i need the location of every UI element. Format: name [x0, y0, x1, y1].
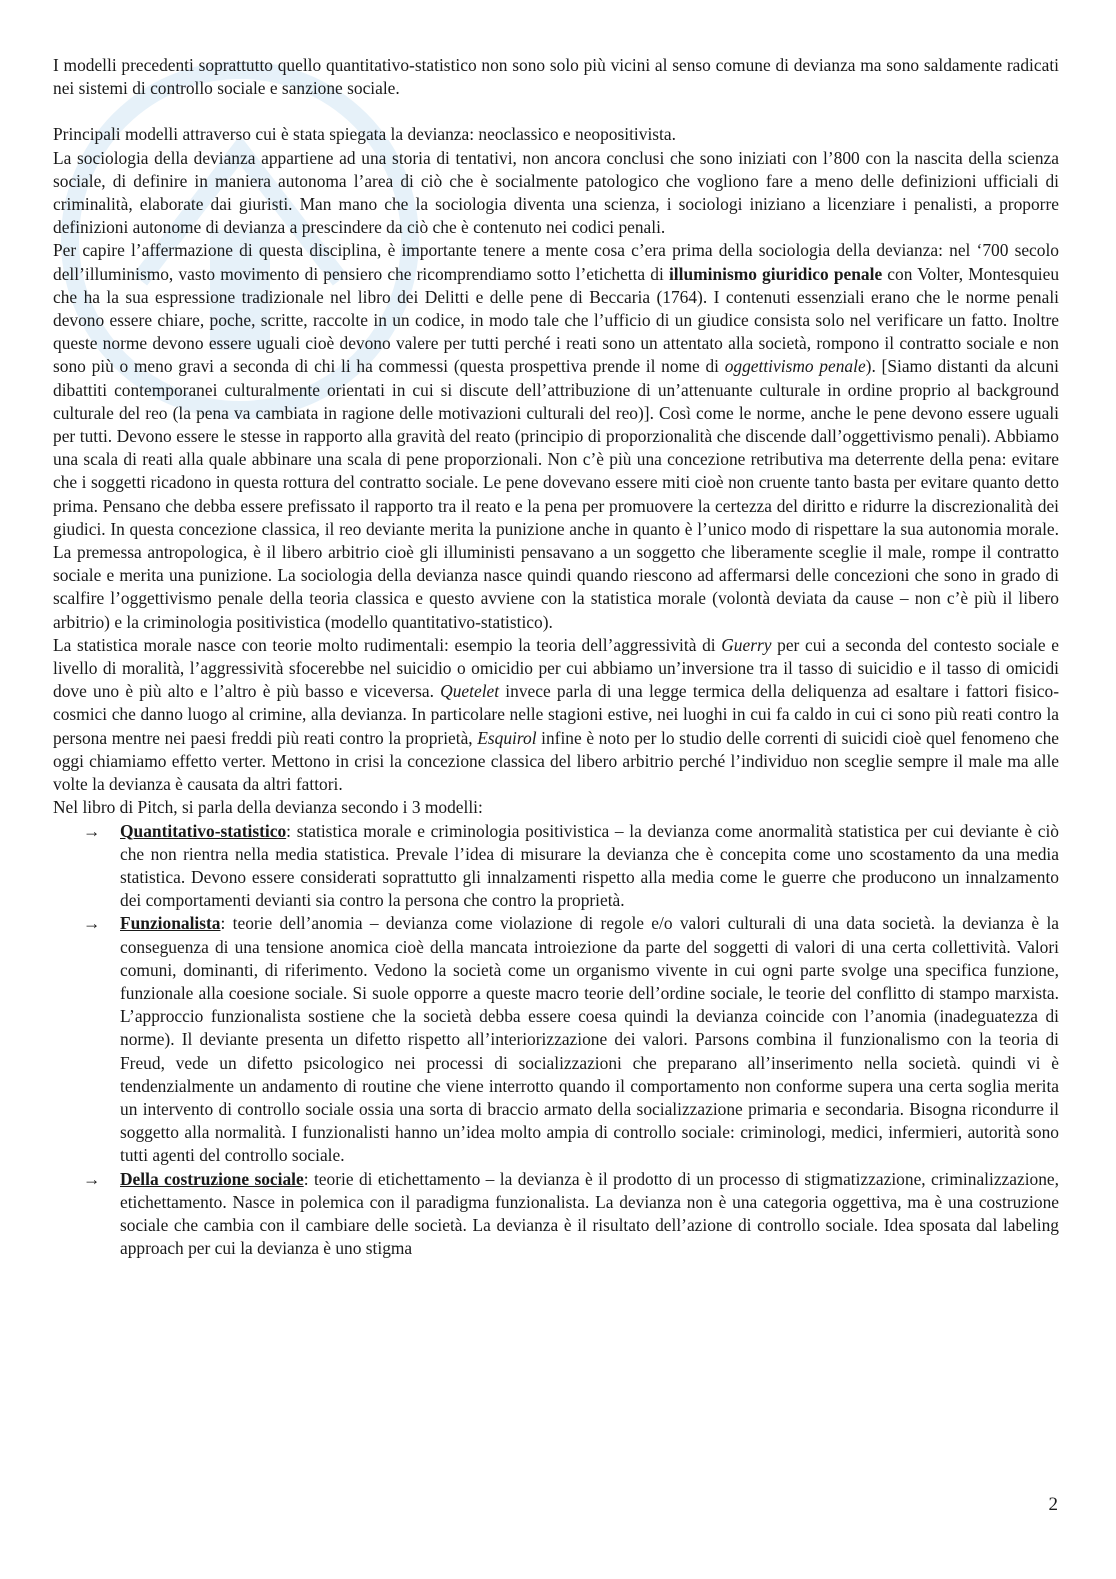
model-term: Della costruzione sociale: [120, 1168, 304, 1189]
page-number: 2: [1048, 1494, 1058, 1515]
list-item: → Funzionalista: teorie dell’anomia – devianza come violazione di regole e/o valori culturali di una data società. la devianza è la conseguenza di una tensione anomica cioè della mancata introiezione da parte del soggetti di valori di una certa collettività. Valori comuni, dominanti, di riferimento. Vedono la società come un organismo vivente in cui ogni parte svolge una specifica funzione, funzionale alla coesione sociale. Si suole opporre a queste macro teorie dell’ordine sociale, le teorie del conflitto di stampo marxista. L’approccio funzionalista sostiene che la società debba essere coesa quindi la devianza coincide con l’anomia (inadeguatezza di norme). Il deviante presenta un difetto rispetto all’interiorizzazione dei valori. Parsons combina il funzionalismo con la teoria di Freud, vede un difetto psicologico nei processi di socializzazioni che preparano all’inserimento nella società. quindi vi è tendenzialmente un andamento di routine che viene interrotto quando il comportamento non conforme supera una certa soglia merita un intervento di controllo sociale ossia una sorta di braccio armato della socializzazione primaria e secondaria. Bisogna ricondurre il soggetto alla normalità. I funzionalisti hanno un’idea molto ampia di controllo sociale: criminologi, medici, infermieri, autorità sono tutti agenti del controllo sociale.: [83, 913, 1059, 1166]
model-term: Quantitativo-statistico: [120, 820, 287, 841]
author-quetelet: Quetelet: [440, 681, 500, 702]
paragraph-moral-statistics: La statistica morale nasce con teorie molto rudimentali: esempio la teoria dell’aggressività di Guerry per cui a seconda del contesto sociale e livello di moralità, l’aggressività sfocerebbe nel suicidio o omicidio per cui abbiamo un’inversione tra il tasso di suicidio e il tasso di omicidi dove uno è più alto e l’altro è più basso e viceversa. Quetelet invece parla di una legge termica della deliquenza ad esaltare i fattori fisico-cosmici che danno luogo al crimine, alla devianza. In particolare nelle stagioni estive, nei luoghi in cui fa caldo in cui ci sono più reati contro la persona mentre nei paesi freddi più reati contro la proprietà, Esquirol infine è noto per lo studio delle correnti di suicidi cioè quel fenomeno che oggi chiamiamo effetto verter. Mettono in crisi la concezione classica del libero arbitrio perché l’individuo non sceglie sempre il male ma alle volte la devianza è causata da altri fattori.: [53, 634, 1059, 795]
italic-term: oggettivismo penale: [724, 356, 866, 377]
arrow-right-icon: →: [83, 1168, 101, 1189]
paragraph-models: Principali modelli attraverso cui è stata spiegata la devianza: neoclassico e neopositivista.: [53, 124, 676, 145]
paragraph-history: La sociologia della devianza appartiene ad una storia di tentativi, non ancora conclusi che sono iniziati con l’800 con la nascita della scienza sociale, di definire in maniera autonoma l’area di ciò che è socialmente patologico che vogliono fare a meno delle definizioni ufficiali di criminalità, elaborate dai giuristi. Man mano che la sociologia diventa una scienza, i sociologi iniziano a licenziare i penalisti, a proporre definizioni autonome di devianza a prescindere da ciò che è contenuto nei codici penali.: [53, 147, 1059, 238]
document-page: [53, 54, 1059, 1260]
arrow-right-icon: →: [83, 820, 101, 841]
paragraph-illuminism: Per capire l’affermazione di questa disciplina, è importante tenere a mente cosa c’era prima della sociologia della devianza: nel ‘700 secolo dell’illuminismo, vasto movimento di pensiero che ricomprendiamo sotto l’etichetta di illuminismo giuridico penale con Volter, Montesquieu che ha la sua espressione tradizionale nel libro dei Delitti e delle pene di Beccaria (1764). I contenuti essenziali erano che le norme penali devono essere chiare, poche, scritte, raccolte in un codice, in modo tale che l’ufficio di un giudice consista solo nel verificare un fatto. Inoltre queste norme devono essere uguali cioè devono valere per tutti perché i reati sono un attentato alla società, rompono il contratto sociale e non sono più o meno gravi a seconda di chi li ha commessi (questa prospettiva prende il nome di oggettivismo penale). [Siamo distanti da alcuni dibattiti contemporanei culturalmente orientati in cui si discute dell’attribuzione di un’attenuante culturale in ordine proprio al background culturale del reo (la pena va cambiata in ragione delle motivazioni culturali del reo)]. Così come le norme, anche le pene devono essere uguali per tutti. Devono essere le stesse in rapporto alla gravità del reato (principio di proporzionalità che discende dall’oggettivismo penali). Abbiamo una scala di reati alla quale abbinare una scala di pene proporzionali. Non c’è più una concezione retributiva ma deterrente della pena: evitare che i soggetti ricadono in questa rottura del contratto sociale. Le pene dovevano essere miti cioè non cruente tanto basta per evitare quanto detto prima. Pensano che debba essere prefissato il rapporto tra il reato e la pena per promuovere la certezza del diritto e ridurre la discrezionalità dei giudici. In questa concezione classica, il reo deviante merita la punizione anche in quanto è l’unico modo di rispettare la sua autonomia morale. La premessa antropologica, è il libero arbitrio cioè gli illuministi pensavano a un soggetto che liberamente sceglie il male, rompe il contratto sociale e merita una punizione. La sociologia della devianza nasce quindi quando riescono ad affermarsi delle concezioni che sono in grado di scalfire l’oggettivismo penale della teoria classica e questo avviene con la statistica morale (volontà deviata da cause – non c’è più il libero arbitrio) e la criminologia positivistica (modello quantitativo-statistico).: [53, 240, 1060, 632]
spacer: [53, 100, 1059, 123]
bold-term: illuminismo giuridico penale: [668, 263, 883, 284]
author-guerry: Guerry: [721, 634, 772, 655]
list-item: → Della costruzione sociale: teorie di etichettamento – la devianza è il prodotto di un processo di stigmatizzazione, criminalizzazione, etichettamento. Nasce in polemica con il paradigma funzionalista. La devianza non è una categoria oggettiva, ma è una costruzione sociale che cambia con il cambiare delle società. La devianza è il risultato dell’azione di controllo sociale. Idea sposata dal labeling approach per cui la devianza è uno stigma: [83, 1168, 1059, 1259]
arrow-right-icon: →: [83, 913, 101, 934]
paragraph-pitch: Nel libro di Pitch, si parla della devianza secondo i 3 modelli:: [53, 797, 483, 818]
list-item: → Quantitativo-statistico: statistica morale e criminologia positivistica – la devianza come anormalità statistica per cui deviante è ciò che non rientra nella media statistica. Prevale l’idea di misurare la devianza che è concepita come uno scostamento da una media statistica. Devono essere considerati soprattutto gli innalzamenti rispetto alla media come le guerre che producono un innalzamento dei comportamenti devianti sia contro la persona che contro la proprietà.: [83, 820, 1059, 911]
author-esquirol: Esquirol: [477, 727, 537, 748]
models-list: [53, 820, 1059, 1261]
paragraph-intro: I modelli precedenti soprattutto quello quantitativo-statistico non sono solo più vicini al senso comune di devianza ma sono saldamente radicati nei sistemi di controllo sociale e sanzione sociale.: [53, 55, 1059, 99]
model-term: Funzionalista: [120, 913, 221, 934]
